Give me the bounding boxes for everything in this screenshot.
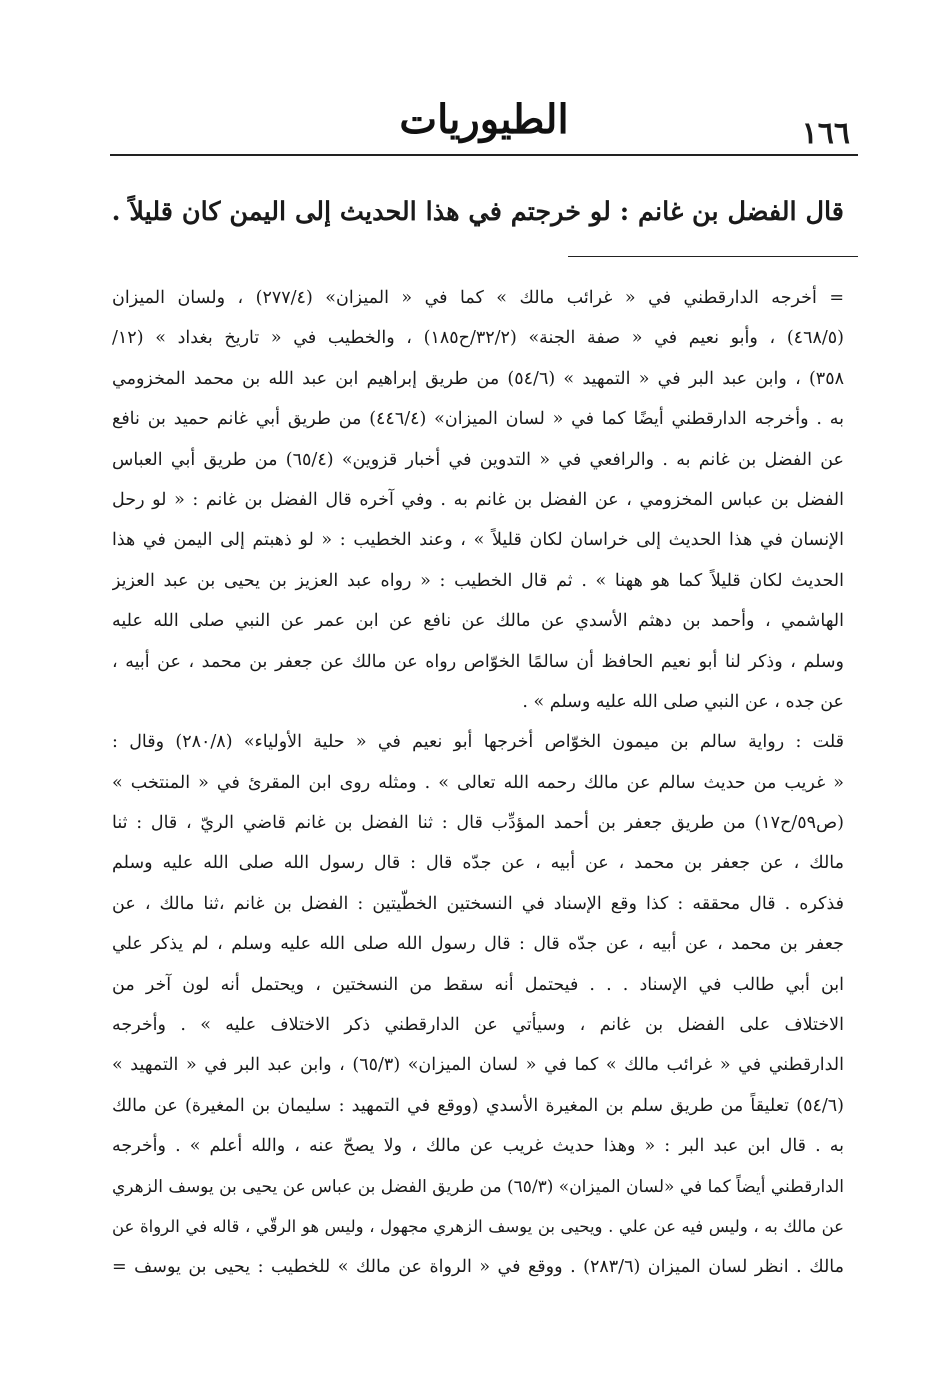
- footnote-line: مالك ، عن جعفر بن محمد ، عن أبيه ، عن جدّه قال : قال رسول الله صلى الله عليه وسلم: [112, 853, 844, 874]
- page-header: [110, 88, 858, 154]
- footnote-line: (٤٦٨/٥) ، وأبو نعيم في « صفة الجنة» (٣٢/٢/ح١٨٥) ، والخطيب في « تاريخ بغداد » (١٢/: [112, 328, 844, 349]
- footnote-line: به . قال ابن عبد البر : « وهذا حديث غريب عن مالك ، ولا يصحّ عنه ، والله أعلم » . وأخرجه: [112, 1136, 844, 1157]
- footnote-line: مالك . انظر لسان الميزان (٢٨٣/٦) . ووقع في « الرواة عن مالك » للخطيب : يحيى بن يوسف =: [112, 1257, 844, 1278]
- footnote-line: به . وأخرجه الدارقطني أيضًا كما في « لسان الميزان» (٤٤٦/٤) من طريق أبي غانم حميد بن نافع: [112, 409, 844, 430]
- footnote-line: الدارقطني في « غرائب مالك » كما في « لسان الميزان» (٦٥/٣) ، وابن عبد البر في « التمهيد »: [112, 1055, 844, 1076]
- footnote-line: عن مالك به ، وليس فيه عن علي . ويحيى بن يوسف الزهري مجهول ، وليس هو الرقّي ، قاله في الرواة عن: [112, 1216, 844, 1236]
- footnote-line: ٣٥٨) ، وابن عبد البر في « التمهيد » (٥٤/٦) من طريق إبراهيم ابن عبد الله بن محمد المخزومي: [112, 368, 844, 389]
- footnote-line-qult: قلت : رواية سالم بن ميمون الخوّاص أخرجها أبو نعيم في « حلية الأولياء» (٢٨٠/٨) وقال :: [112, 732, 844, 753]
- footnotes: [112, 278, 844, 1288]
- footnote-line: الهاشمي ، وأحمد بن دهثم الأسدي عن مالك عن نافع عن ابن عمر عن النبي صلى الله عليه: [112, 611, 844, 632]
- footnote-line: (ص٥٩/ح١٧) من طريق جعفر بن أحمد المؤدِّب قال : ثنا الفضل بن غانم قاضي الريّ ، قال : ثنا: [112, 813, 844, 834]
- footnote-line: ابن أبي طالب في الإسناد . . . فيحتمل أنه سقط من النسختين ، ويحتمل أنه لون آخر من: [112, 974, 844, 995]
- footnote-line: فذكره . قال محققه : كذا وقع الإسناد في النسختين الخطّيتين : الفضل بن غانم ،ثنا مالك ، عن: [112, 893, 844, 914]
- footnote-line: الدارقطني أيضاً كما في «لسان الميزان» (٦٥/٣) من طريق الفضل بن عباس عن يحيى بن يوسف الزهري: [112, 1176, 844, 1197]
- footnote-line: جعفر بن محمد ، عن أبيه ، عن جدّه قال : قال رسول الله صلى الله عليه وسلم ، لم يذكر علي: [112, 934, 844, 955]
- footnote-line: الحديث لكان قليلاً كما هو ههنا » . ثم قال الخطيب : « رواه عبد العزيز بن يحيى بن عبد العزيز: [112, 570, 844, 591]
- header-rule: [110, 154, 858, 156]
- footnote-line: (٥٤/٦) تعليقاً من طريق سلم بن المغيرة الأسدي (ووقع في التمهيد : سليمان بن المغيرة) عن مالك: [112, 1095, 844, 1116]
- footnote-line: الفضل بن عباس المخزومي ، عن الفضل بن غانم به . وفي آخره قال الفضل بن غانم : « لو رحل: [112, 489, 844, 510]
- running-title: الطيوريات: [399, 96, 569, 143]
- footnote-line: وسلم ، وذكر لنا أبو نعيم الحافظ أن سالمًا الخوّاص رواه عن مالك عن جعفر بن محمد ، عن أبيه ،: [112, 651, 844, 672]
- page-number: ١٦٦: [801, 116, 850, 151]
- footnote-line: الإنسان في هذا الحديث إلى خراسان لكان قليلاً » ، وعند الخطيب : « لو ذهبتم إلى اليمن في هذا: [112, 530, 844, 551]
- footnote-line: عن الفضل بن غانم به . والرافعي في « التدوين في أخبار قزوين» (٦٥/٤) من طريق أبي العباس: [112, 449, 844, 470]
- footnote-line: « غريب من حديث سالم عن مالك رحمه الله تعالى » . ومثله روى ابن المقرئ في « المنتخب »: [112, 772, 844, 793]
- footnote-line: عن جده ، عن النبي صلى الله عليه وسلم » .: [522, 691, 844, 712]
- footnote-separator: [568, 256, 858, 257]
- footnote-line: الاختلاف على الفضل بن غانم ، وسيأتي عن الدارقطني ذكر الاختلاف عليه » . وأخرجه: [112, 1015, 844, 1036]
- main-text: قال الفضل بن غانم : لو خرجتم في هذا الحديث إلى اليمن كان قليلاً .: [111, 197, 844, 227]
- footnote-line: = أخرجه الدارقطني في « غرائب مالك » كما في « الميزان» (٢٧٧/٤) ، ولسان الميزان: [112, 288, 844, 308]
